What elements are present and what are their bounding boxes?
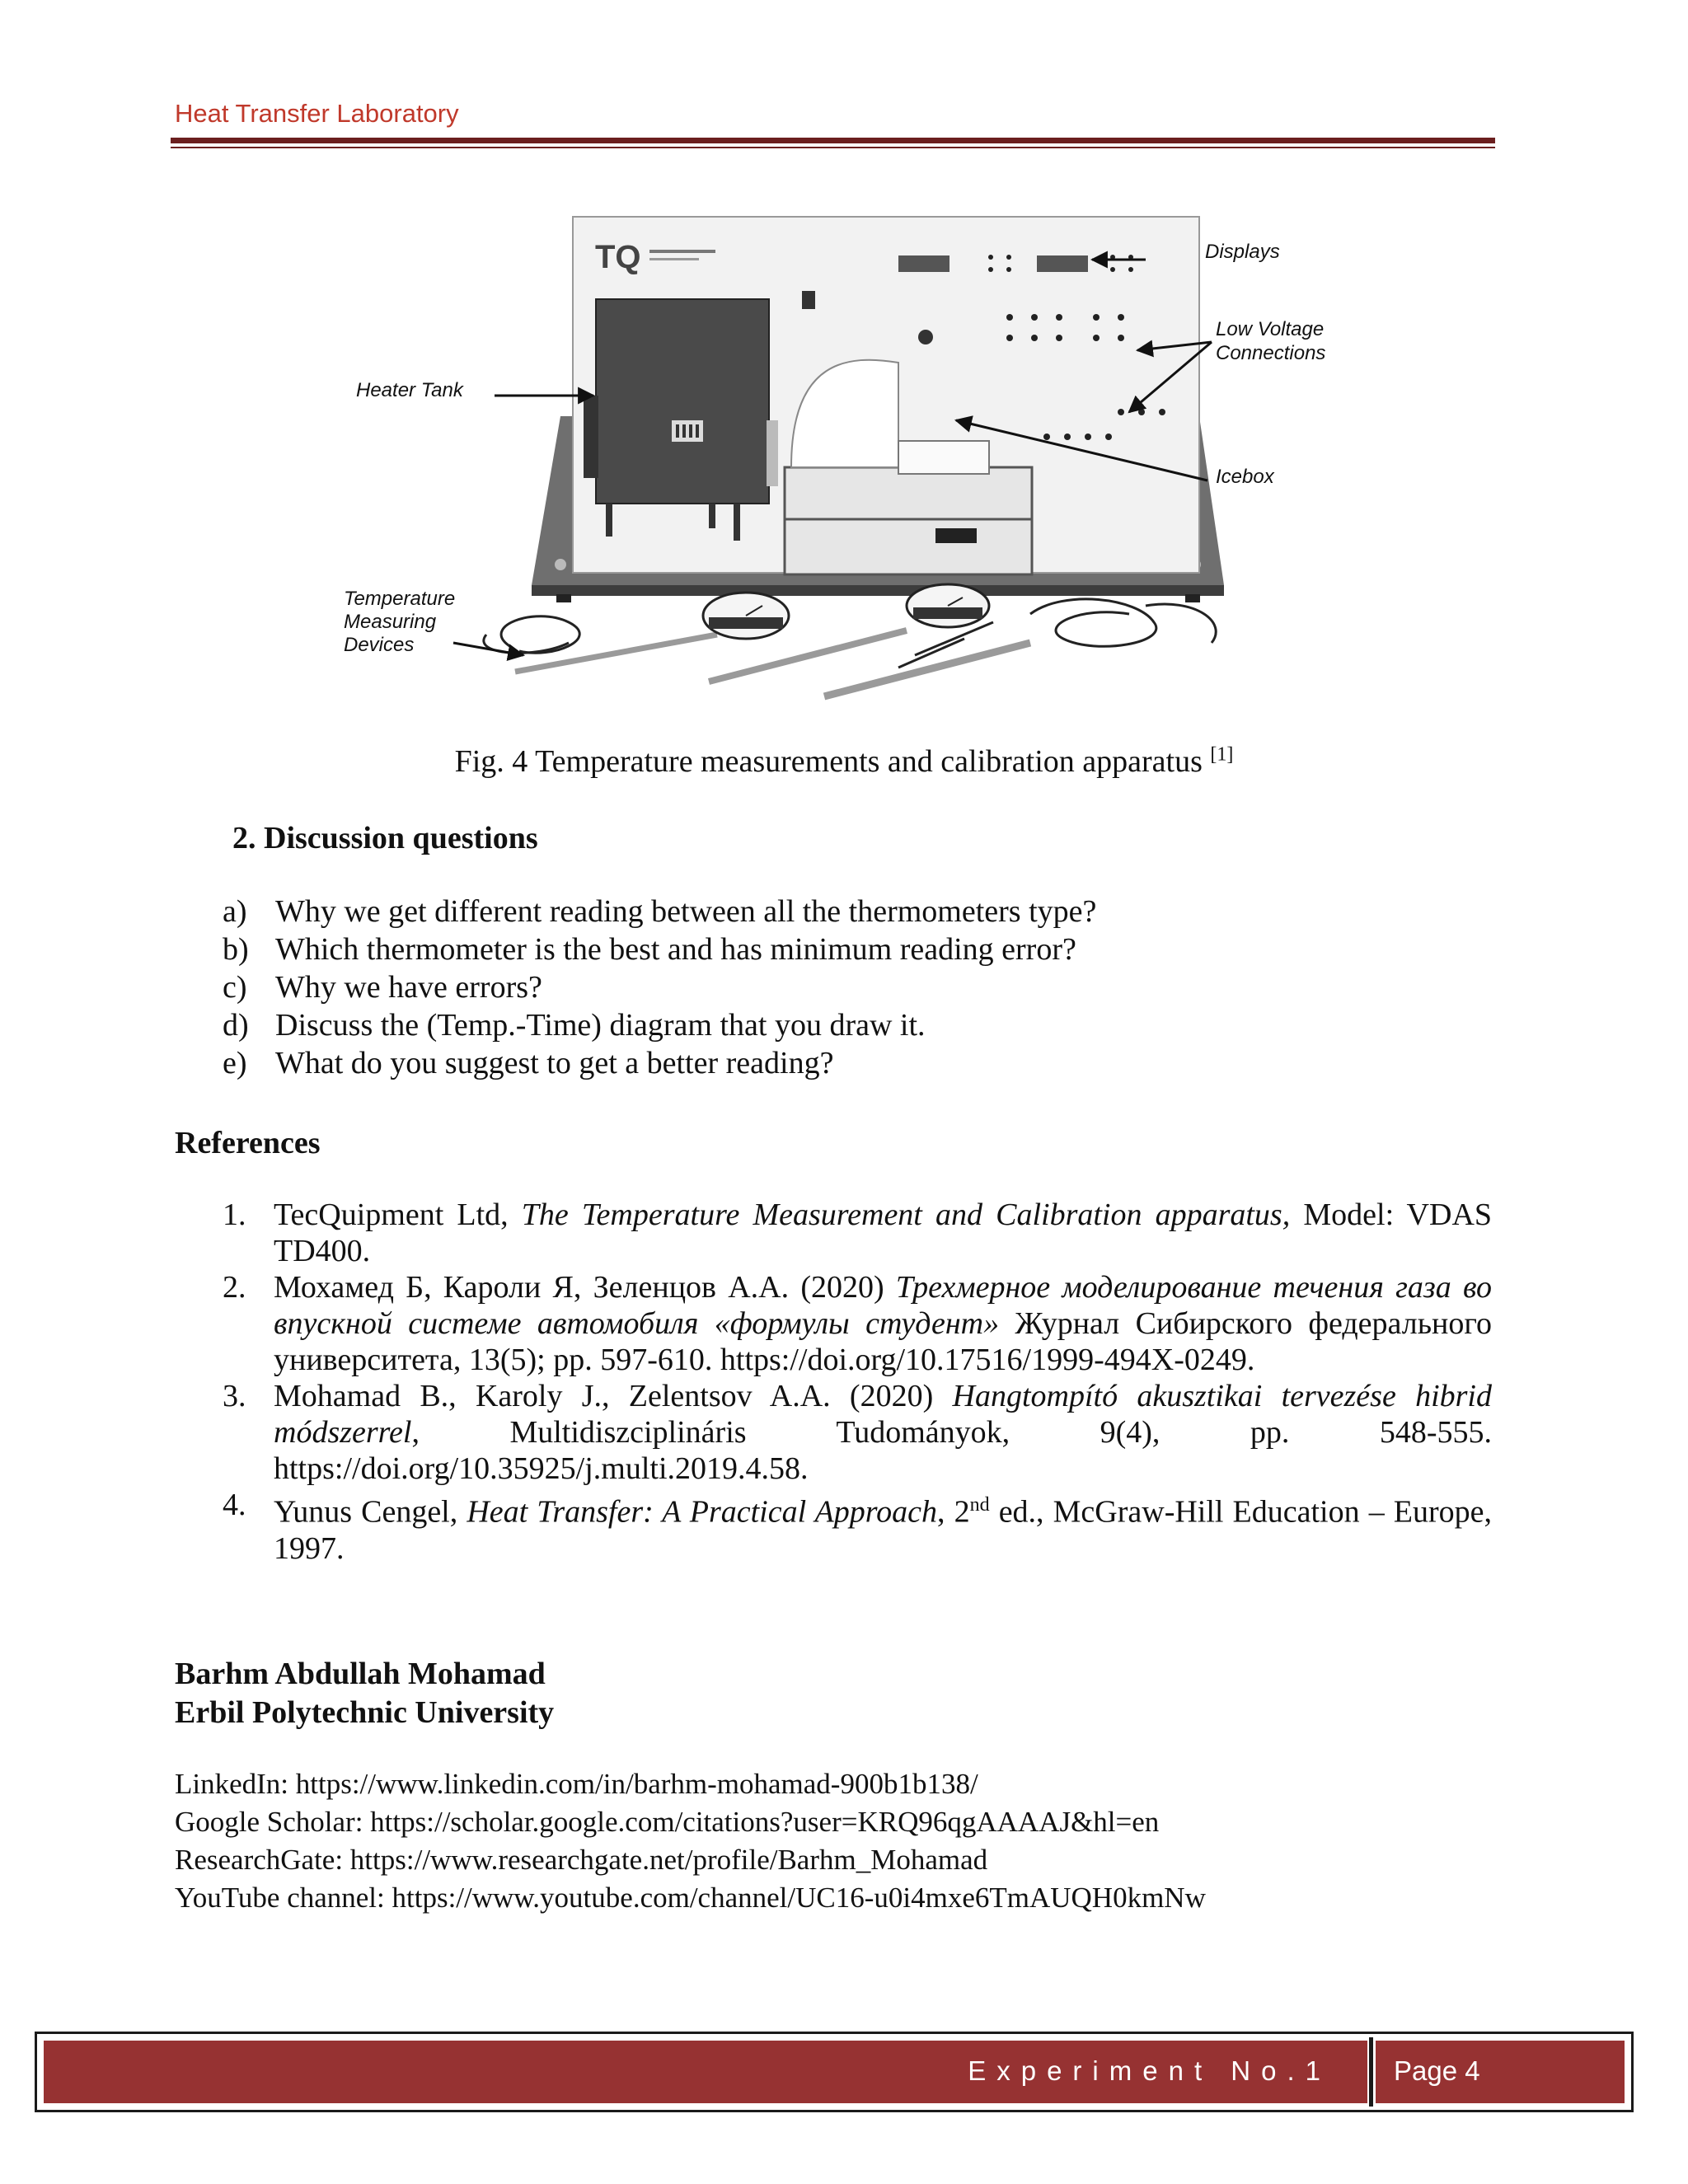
dial-gauge-left <box>703 593 789 639</box>
reference-title: Hangtompító akusztikai tervezése hibrid módszerrel <box>274 1379 1492 1450</box>
reference-superscript: nd <box>969 1494 990 1516</box>
reference-source: , Multidiszciplináris Tudományok, 9(4), pp. 548-555. https://doi.org/10.35925/j.multi.2019.4.58. <box>274 1415 1492 1486</box>
label-low-voltage-2: Connections <box>1216 342 1326 364</box>
question-label: a) <box>223 894 247 929</box>
reference-source: Model: VDAS TD400. <box>274 1197 1493 1268</box>
reference-number: 3. <box>223 1379 246 1413</box>
icebox-stand <box>785 467 1032 574</box>
footer <box>35 2032 1634 2112</box>
author-block <box>175 1655 554 1732</box>
reference-title: Heat Transfer: A Practical Approach <box>467 1494 938 1530</box>
label-temp-2: Measuring <box>344 611 437 633</box>
footer-page-bar <box>1376 2041 1625 2103</box>
question-text: Why we get different reading between all the thermometers type? <box>275 894 1097 929</box>
footer-experiment-bar <box>44 2041 1367 2103</box>
page-number: Page 4 <box>1394 2055 1480 2086</box>
reference-number: 1. <box>223 1197 246 1232</box>
label-displays: Displays <box>1205 241 1280 263</box>
google-scholar-link[interactable]: Google Scholar: https://scholar.google.com/citations?user=KRQ96qgAAAAJ&hl=en <box>175 1806 1160 1838</box>
header-rule-thin <box>171 147 1495 148</box>
reference-item <box>223 1269 1492 1378</box>
question-text: Which thermometer is the best and has minimum reading error? <box>275 932 1076 967</box>
reference-authors: Мохамед Б, Кароли Я, Зеленцов А.А. (2020) <box>274 1270 896 1305</box>
question-label: c) <box>223 970 247 1005</box>
figure-caption <box>0 743 1688 780</box>
list-item <box>223 893 1508 930</box>
footer-divider <box>1369 2037 1373 2107</box>
reference-title: Трехмерное моделирование течения газа во впускной системе автомобиля «формулы студент» <box>274 1270 1492 1341</box>
question-label: d) <box>223 1008 249 1043</box>
question-text: Discuss the (Temp.-Time) diagram that you draw it. <box>275 1008 926 1043</box>
reference-title: The Temperature Measurement and Calibration apparatus, <box>521 1197 1291 1232</box>
author-affiliation: Erbil Polytechnic University <box>175 1695 555 1730</box>
list-item <box>223 968 1508 1006</box>
reference-item <box>223 1378 1492 1487</box>
reference-number: 4. <box>223 1488 246 1522</box>
figure-caption-text: Fig. 4 Temperature measurements and calibration apparatus <box>454 744 1203 779</box>
list-item <box>223 1006 1508 1044</box>
heater-tank <box>596 299 769 504</box>
researchgate-link[interactable]: ResearchGate: https://www.researchgate.net/profile/Barhm_Mohamad <box>175 1844 988 1876</box>
references-heading: References <box>175 1126 321 1160</box>
linkedin-link[interactable]: LinkedIn: https://www.linkedin.com/in/barhm-mohamad-900b1b138/ <box>175 1768 978 1800</box>
reference-item <box>223 1197 1492 1269</box>
label-temp-1: Temperature <box>344 588 456 610</box>
reference-authors: Yunus Cengel, <box>274 1494 467 1530</box>
dial-gauge-right <box>907 584 989 627</box>
question-text: Why we have errors? <box>275 970 542 1005</box>
list-item <box>223 930 1508 968</box>
figure-caption-ref: [1] <box>1210 743 1234 766</box>
header-title: Heat Transfer Laboratory <box>175 99 459 128</box>
label-icebox: Icebox <box>1216 466 1274 488</box>
footer-experiment-label: Experiment No.1 <box>968 2055 1331 2086</box>
reference-authors: Mohamad B., Karoly J., Zelentsov A.A. (2020) <box>274 1379 953 1413</box>
reference-source: ed., McGraw-Hill Education – Europe, 1997. <box>274 1494 1493 1566</box>
discussion-questions <box>223 893 1508 1082</box>
question-label: b) <box>223 932 249 967</box>
reference-authors: TecQuipment Ltd, <box>274 1197 522 1232</box>
reference-edition: , 2 <box>937 1494 970 1530</box>
reference-number: 2. <box>223 1270 246 1305</box>
references-list <box>223 1197 1492 1567</box>
list-item <box>223 1044 1508 1082</box>
question-text: What do you suggest to get a better reading? <box>275 1046 834 1080</box>
reference-source: Журнал Сибирского федерального университета, 13(5); pp. 597-610. https://doi.org/10.17516/1999-494X-0249. <box>274 1306 1492 1377</box>
youtube-link[interactable]: YouTube channel: https://www.youtube.com/channel/UC16-u0i4mxe6TmAUQH0kmNw <box>175 1882 1206 1914</box>
profile-links <box>175 1765 1206 1917</box>
question-label: e) <box>223 1046 247 1080</box>
reference-item <box>223 1487 1492 1567</box>
tq-logo: TQ <box>595 239 641 275</box>
label-temp-3: Devices <box>344 634 415 656</box>
header-rule-thick <box>171 138 1495 143</box>
discussion-heading: 2. Discussion questions <box>232 821 538 855</box>
author-name: Barhm Abdullah Mohamad <box>175 1657 546 1691</box>
label-heater-tank: Heater Tank <box>356 379 463 401</box>
label-low-voltage-1: Low Voltage <box>1216 318 1325 340</box>
apparatus-figure <box>321 210 1385 725</box>
apparatus-illustration <box>321 210 1385 725</box>
